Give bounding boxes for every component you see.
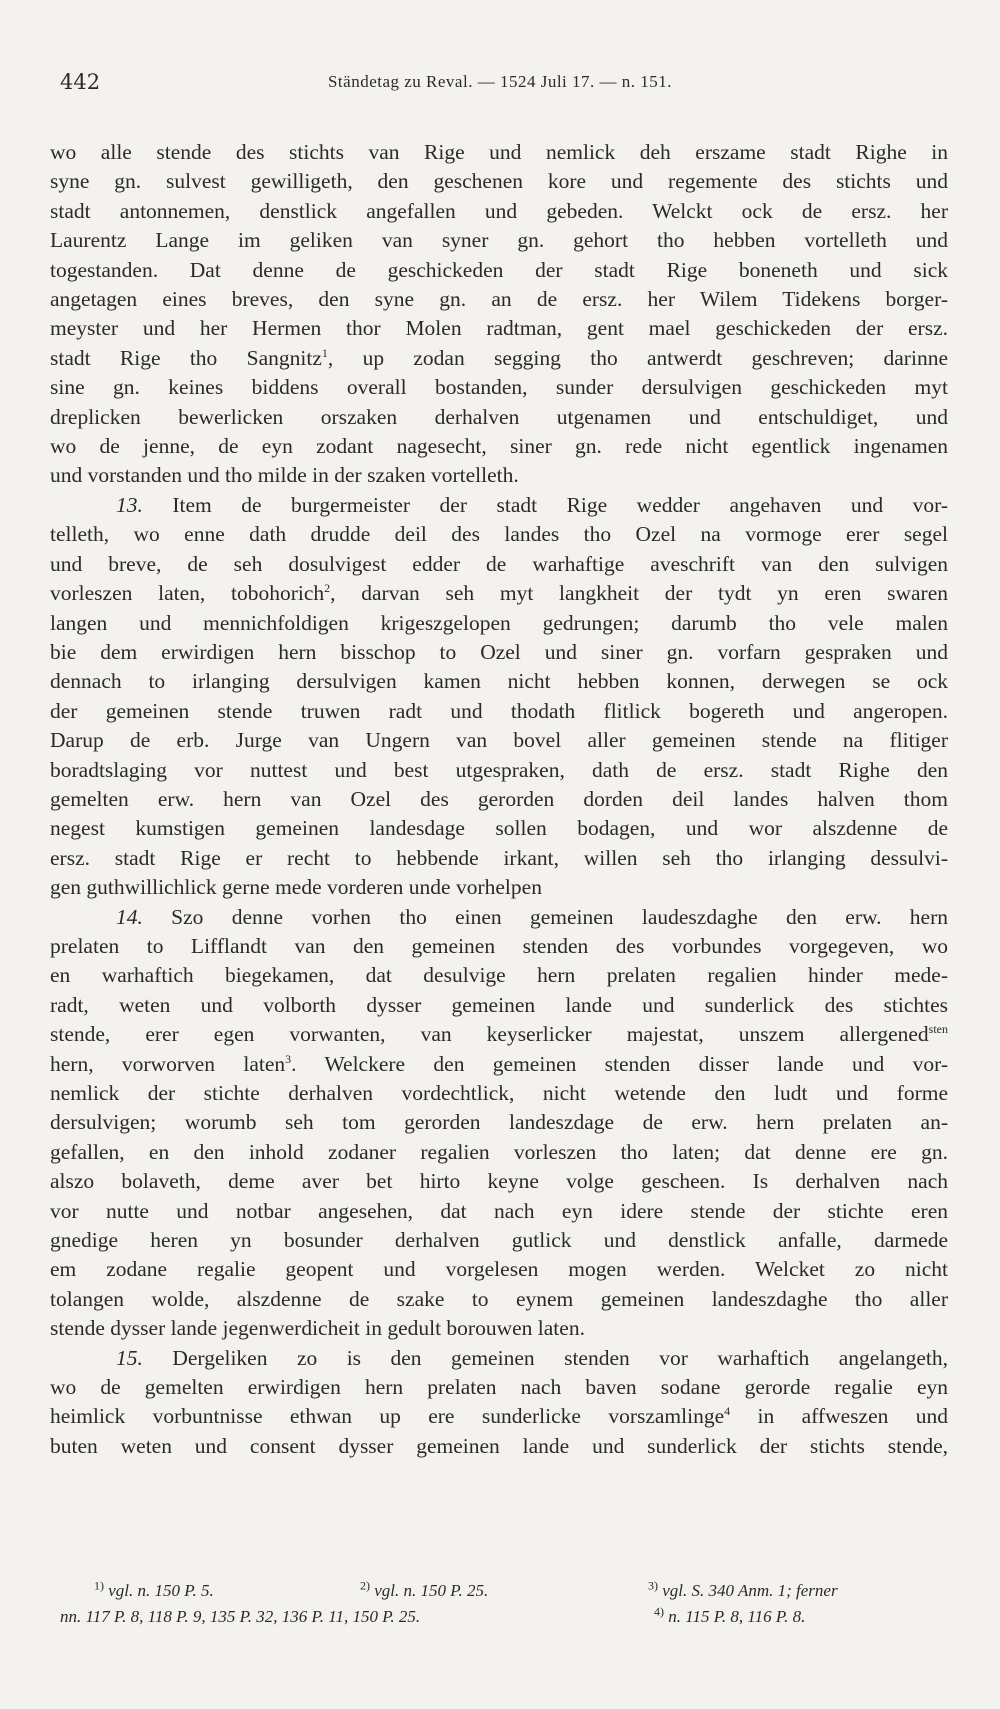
line-text: sine gn. keines biddens overall bostanden, sunder dersulvigen geschickeden myt <box>50 375 948 400</box>
line-text: buten weten und consent dysser gemeinen lande und sunderlick der stichts stende, <box>50 1433 948 1458</box>
text-line <box>50 373 948 402</box>
text-line <box>50 1432 948 1461</box>
footnote-row <box>60 1604 940 1630</box>
text-line <box>50 814 948 843</box>
line-text: gemelten erw. hern van Ozel des gerorden dorden deil landes halven thom <box>50 786 948 811</box>
line-text: em zodane regalie geopent und vorgelesen mogen werden. Welcket zo nicht <box>50 1257 948 1282</box>
text-line <box>50 167 948 196</box>
text-line <box>50 285 948 314</box>
page-header <box>60 70 940 104</box>
line-text: Laurentz Lange im geliken van syner gn. gehort tho hebben vortelleth und <box>50 228 948 253</box>
line-text: in affweszen und <box>730 1404 948 1429</box>
line-text: wo alle stende des stichts van Rige und nemlick deh erszame stadt Righe in <box>50 140 948 164</box>
text-line <box>50 1108 948 1137</box>
text-line <box>50 579 948 608</box>
line-text: gefallen, en den inhold zodaner regalien vorleszen tho laten; dat denne ere gn. <box>50 1139 948 1164</box>
text-line <box>50 344 948 373</box>
text-line <box>50 491 948 520</box>
line-text: gen guthwillichlick gerne mede vorderen unde vorhelpen <box>50 875 542 900</box>
line-text: langen und mennichfoldigen krigeszgelopen gedrungen; darumb tho vele malen <box>50 610 948 635</box>
text-line <box>50 726 948 755</box>
footnote-marker: 3 <box>285 1051 292 1066</box>
line-text: nemlick der stichte derhalven vordechtlick, nicht wetende den ludt und forme <box>50 1081 948 1105</box>
text-line <box>50 932 948 961</box>
line-text: hern, vorworven laten <box>50 1051 286 1076</box>
text-line <box>50 138 948 167</box>
section-number: 15. <box>116 1345 143 1370</box>
text-line <box>50 197 948 226</box>
line-text: bie dem erwirdigen hern bisschop to Ozel und siner gn. vorfarn gespraken und <box>50 639 948 664</box>
text-line <box>50 961 948 990</box>
text-line <box>50 432 948 461</box>
section-number: 14. <box>116 904 143 929</box>
line-text: togestanden. Dat denne de geschickeden der stadt Rige boneneth und sick <box>50 257 948 282</box>
line-text: heimlick vorbuntnisse ethwan up ere sunderlicke vorszamlinge <box>50 1404 725 1429</box>
footnotes <box>60 1578 940 1630</box>
line-text: der gemeinen stende truwen radt und thodath flitlick bogereth und angeropen. <box>50 698 948 723</box>
line-text: dreplicken bewerlicken orszaken derhalven utgenamen und entschuldiget, und <box>50 404 948 429</box>
text-line <box>50 667 948 696</box>
text-line <box>50 609 948 638</box>
text-line <box>50 520 948 549</box>
line-text: und breve, de seh dosulvigest edder de warhaftige aveschrift van den sulvigen <box>50 551 948 576</box>
text-line <box>50 873 948 902</box>
line-text: stende, erer egen vorwanten, van keyserlicker majestat, unszem allergened <box>50 1022 929 1047</box>
text-line <box>50 756 948 785</box>
line-text: radt, weten und volborth dysser gemeinen lande und sunderlick des stichtes <box>50 992 948 1017</box>
text-line <box>50 1050 948 1079</box>
line-text: dersulvigen; worumb seh tom gerorden landeszdage de erw. hern prelaten an- <box>50 1110 948 1135</box>
line-text: negest kumstigen gemeinen landesdage sollen bodagen, und wor alszdenne de <box>50 816 948 841</box>
footnote-2: $^{2)}$ vgl. n. 150 P. 25. <box>360 1578 489 1600</box>
footnote-3: $^{3)}$ vgl. S. 340 Anm. 1; ferner <box>648 1578 838 1600</box>
footnote-marker: 2 <box>324 580 331 595</box>
text-line <box>50 403 948 432</box>
text-line <box>50 1314 948 1343</box>
line-text: stadt Rige tho Sangnitz <box>50 345 322 370</box>
footnote-4: $^{4)}$ n. 115 P. 8, 116 P. 8. <box>654 1604 806 1626</box>
line-text: stende dysser lande jegenwerdicheit in gedult borouwen laten. <box>50 1316 585 1341</box>
text-line <box>50 1138 948 1167</box>
line-text: telleth, wo enne dath drudde deil des landes tho Ozel na vormoge erer segel <box>50 522 948 547</box>
line-text: wo de jenne, de eyn zodant nagesecht, siner gn. rede nicht egentlick ingenamen <box>50 434 948 459</box>
line-text: meyster und her Hermen thor Molen radtman, gent mael geschickeden der ersz. <box>50 316 948 341</box>
line-text: en warhaftich biegekamen, dat desulvige hern prelaten regalien hinder mede- <box>50 963 948 988</box>
text-line <box>50 226 948 255</box>
text-line <box>50 991 948 1020</box>
running-head: Ständetag zu Reval. — 1524 Juli 17. — n. 151. <box>327 72 673 91</box>
line-text: alszo bolaveth, deme aver bet hirto keyne volge gescheen. Is derhalven nach <box>50 1169 948 1194</box>
line-text: Item de burgermeister der stadt Rige wedder angehaven und vor- <box>142 492 948 517</box>
line-text: Darup de erb. Jurge van Ungern van bovel aller gemeinen stende na flitiger <box>50 728 948 753</box>
text-line <box>50 1167 948 1196</box>
text-line <box>50 785 948 814</box>
footnote-1: $^{1)}$ vgl. n. 150 P. 5. <box>94 1578 214 1600</box>
section-number: 13. <box>116 492 143 517</box>
line-text: dennach to irlanging dersulvigen kamen nicht hebben konnen, derwegen se ock <box>50 669 948 694</box>
text-line <box>50 1226 948 1255</box>
text-line <box>50 697 948 726</box>
line-text: Dergeliken zo is den gemeinen stenden vor warhaftich angelangeth, <box>142 1345 948 1370</box>
line-text: prelaten to Lifflandt van den gemeinen stenden des vorbundes vorgegeven, wo <box>50 933 948 958</box>
text-line <box>50 1344 948 1373</box>
line-text: syne gn. sulvest gewilligeth, den geschenen kore und regemente des stichts und <box>50 169 948 194</box>
page-number: 442 <box>60 70 101 94</box>
text-line <box>50 903 948 932</box>
text-line <box>50 844 948 873</box>
text-line <box>50 550 948 579</box>
footnote-row <box>60 1578 940 1604</box>
footnote-marker: 1 <box>321 345 328 360</box>
text-line <box>50 1079 948 1108</box>
line-text: tolangen wolde, alszdenne de szake to eynem gemeinen landeszdaghe tho aller <box>50 1286 948 1311</box>
line-text: gnedige heren yn bosunder derhalven gutlick und denstlick anfalle, darmede <box>50 1228 948 1253</box>
line-text: , up zodan segging tho antwerdt geschreven; darinne <box>327 345 948 370</box>
body-text <box>50 138 948 1461</box>
text-line <box>50 1255 948 1284</box>
line-text: vor nutte und notbar angesehen, dat nach eyn idere stende der stichte eren <box>50 1198 948 1223</box>
text-line <box>50 1285 948 1314</box>
line-text: und vorstanden und tho milde in der szaken vortelleth. <box>50 463 519 488</box>
line-text: wo de gemelten erwirdigen hern prelaten nach baven sodane gerorde regalie eyn <box>50 1375 948 1400</box>
line-text: vorleszen laten, tobohorich <box>50 581 325 606</box>
footnote-3-continued: nn. 117 P. 8, 118 P. 9, 135 P. 32, 136 P. 11, 150 P. 25. <box>60 1607 421 1626</box>
line-text: Szo denne vorhen tho einen gemeinen laudeszdaghe den erw. hern <box>142 904 948 929</box>
line-text: , darvan seh myt langkheit der tydt yn eren swaren <box>330 581 949 606</box>
text-line <box>50 461 948 490</box>
text-line <box>50 1197 948 1226</box>
footnote-marker: sten <box>928 1022 948 1037</box>
text-line <box>50 1020 948 1049</box>
line-text: stadt antonnemen, denstlick angefallen und gebeden. Welckt ock de ersz. her <box>50 198 948 223</box>
text-line <box>50 1373 948 1402</box>
text-line <box>50 314 948 343</box>
line-text: angetagen eines breves, den syne gn. an de ersz. her Wilem Tidekens borger- <box>50 287 948 312</box>
text-line <box>50 638 948 667</box>
footnote-marker: 4 <box>724 1404 731 1419</box>
text-line <box>50 1402 948 1431</box>
line-text: boradtslaging vor nuttest und best utgespraken, dath de ersz. stadt Righe den <box>50 757 948 782</box>
line-text: . Welckere den gemeinen stenden disser lande und vor- <box>291 1051 949 1076</box>
text-line <box>50 256 948 285</box>
line-text: ersz. stadt Rige er recht to hebbende irkant, willen seh tho irlanging dessulvi- <box>50 845 948 870</box>
